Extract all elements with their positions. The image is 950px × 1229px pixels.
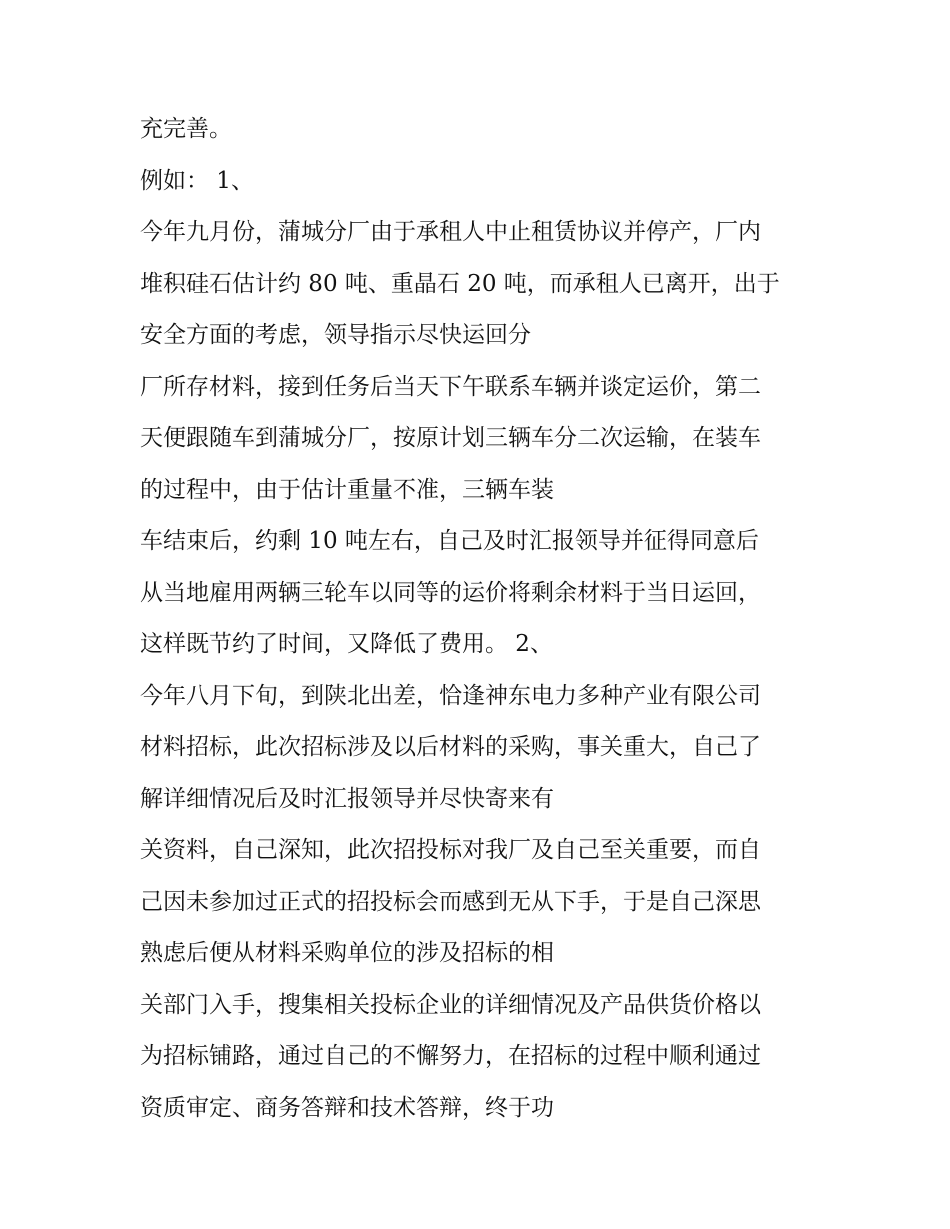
text-line: 今年八月下旬，到陕北出差，恰逢神东电力多种产业有限公司 xyxy=(140,682,761,709)
text-line: 为招标铺路，通过自己的不懈努力，在招标的过程中顺利通过 xyxy=(140,1043,761,1069)
text-line: 关部门入手，搜集相关投标企业的详细情况及产品供货价格以 xyxy=(140,991,761,1018)
document-body xyxy=(140,108,820,1138)
text-line: 安全方面的考虑，领导指示尽快运回分 xyxy=(140,322,531,348)
text-line: 的过程中，由于估计重量不准，三辆车装 xyxy=(140,476,554,503)
text-line: 资质审定、商务答辩和技术答辩，终于功 xyxy=(140,1094,554,1121)
text-line: 关资料，自己深知，此次招投标对我厂及自己至关重要，而自 xyxy=(140,837,761,863)
text-line: 熟虑后便从材料采购单位的涉及招标的相 xyxy=(140,940,554,966)
text-line: 这样既节约了时间，又降低了费用。 2、 xyxy=(140,631,553,657)
text-line: 厂所存材料，接到任务后当天下午联系车辆并谈定运价，第二 xyxy=(140,373,761,400)
text-line: 解详细情况后及时汇报领导并尽快寄来有 xyxy=(140,785,554,812)
text-line: 材料招标，此次招标涉及以后材料的采购，事关重大，自己了 xyxy=(140,734,761,760)
text-line: 天便跟随车到蒲城分厂，按原计划三辆车分二次运输，在装车 xyxy=(140,425,761,451)
text-line: 今年九月份，蒲城分厂由于承租人中止租赁协议并停产，厂内 xyxy=(140,219,761,245)
text-line: 车结束后，约剩 10 吨左右，自己及时汇报领导并征得同意后 xyxy=(140,528,759,554)
text-line: 例如： 1、 xyxy=(140,167,254,194)
text-line: 堆积硅石估计约 80 吨、重晶石 20 吨，而承租人已离开，出于 xyxy=(140,270,780,297)
text-line: 己因未参加过正式的招投标会而感到无从下手，于是自己深思 xyxy=(140,888,761,915)
text-line: 从当地雇用两辆三轮车以同等的运价将剩余材料于当日运回， xyxy=(140,579,761,606)
text-line: 充完善。 xyxy=(140,116,232,142)
